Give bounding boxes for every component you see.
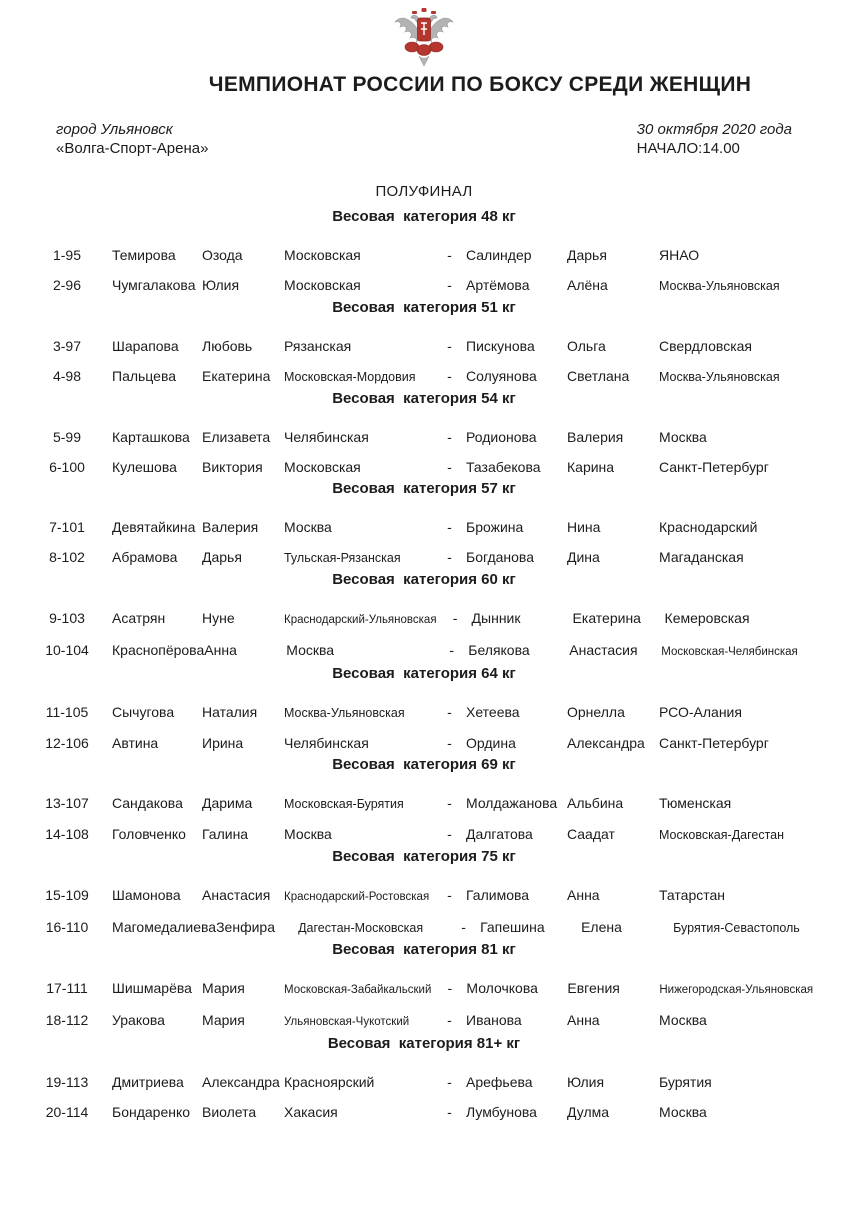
boxer-left-surname: Кулешова (112, 459, 177, 475)
versus-dash: - (447, 459, 452, 475)
bout-list (0, 207, 848, 1120)
event-start-time: НАЧАЛО:14.00 (636, 140, 740, 157)
boxer-right-surname: Родионова (466, 429, 537, 445)
boxer-right-firstname: Алёна (567, 277, 608, 293)
bout-row (0, 460, 848, 475)
boxer-right-surname: Галимова (466, 887, 530, 903)
boxer-right-firstname: Альбина (567, 795, 624, 811)
weight-category-title: Весовая категория 57 кг (332, 480, 516, 497)
boxer-left-region: Москва (284, 826, 332, 842)
boxer-left-firstname: Наталия (202, 704, 258, 720)
weight-category-section (0, 940, 848, 1030)
boxer-right-firstname: Елена (581, 919, 622, 935)
versus-dash: - (447, 887, 452, 903)
bout-number: 17-111 (46, 980, 88, 996)
boxer-right-firstname: Екатерина (572, 610, 641, 626)
schedule-block (637, 120, 792, 158)
boxer-left-region: Московская-Бурятия (284, 797, 404, 811)
bout-row (0, 643, 848, 660)
bout-number: 15-109 (45, 887, 89, 903)
boxer-left-firstname: Зенфира (216, 919, 275, 935)
weight-category-section (0, 389, 848, 475)
bout-row (0, 1013, 848, 1030)
weight-category-section (0, 298, 848, 385)
boxer-left-region: Москва (284, 519, 332, 535)
versus-dash: - (452, 610, 458, 626)
boxer-left-surname: Шишмарёва (112, 980, 192, 996)
boxer-left-surname: Сандакова (112, 795, 183, 811)
boxer-left-region: Челябинская (284, 735, 369, 751)
boxer-right-region: РСО-Алания (659, 704, 742, 720)
versus-dash: - (447, 519, 452, 535)
versus-dash: - (447, 368, 452, 384)
boxer-left-region: Москва-Ульяновская (284, 706, 405, 720)
boxer-right-surname: Тазабекова (466, 459, 541, 475)
boxer-left-firstname: Мария (202, 1012, 245, 1028)
boxer-right-firstname: Орнелла (567, 704, 625, 720)
boxer-right-firstname: Анна (567, 887, 600, 903)
boxer-left-firstname: Виктория (202, 459, 263, 475)
boxer-left-firstname: Дарья (202, 549, 242, 565)
boxer-left-surname: Карташкова (112, 429, 190, 445)
boxer-right-surname: Молочкова (466, 980, 538, 996)
boxer-left-surname: Сычугова (112, 704, 175, 720)
boxer-left-firstname: Анна (204, 642, 237, 658)
boxer-right-surname: Хетеева (466, 704, 520, 720)
boxer-right-firstname: Дарья (567, 247, 607, 263)
weight-category-title: Весовая категория 51 кг (332, 299, 516, 316)
versus-dash: - (447, 704, 452, 720)
bout-number: 10-104 (45, 642, 89, 658)
boxer-right-surname: Салиндер (466, 247, 532, 263)
boxer-left-region: Московская (284, 459, 361, 475)
boxer-right-surname: Ордина (466, 735, 516, 751)
venue-arena: «Волга-Спорт-Арена» (56, 140, 209, 157)
versus-dash: - (447, 826, 452, 842)
bout-number: 6-100 (49, 459, 85, 475)
bout-number: 12-106 (45, 735, 89, 751)
boxer-left-firstname: Анастасия (202, 887, 271, 903)
versus-dash: - (461, 919, 466, 935)
weight-category-title: Весовая категория 54 кг (332, 390, 516, 407)
boxer-left-firstname: Юлия (202, 277, 240, 293)
weight-category-title: Весовая категория 81+ кг (327, 1035, 521, 1052)
boxer-right-firstname: Светлана (567, 368, 630, 384)
bout-row (0, 339, 848, 354)
boxer-right-firstname: Карина (567, 459, 615, 475)
bout-number: 3-97 (52, 338, 82, 354)
boxer-left-surname: Автина (112, 735, 159, 751)
weight-category-section (0, 847, 848, 936)
weight-category-title: Весовая категория 48 кг (332, 208, 516, 225)
boxer-left-surname: Шамонова (112, 887, 181, 903)
boxer-left-region: Тульская-Рязанская (284, 551, 401, 565)
boxer-left-region: Дагестан-Московская (298, 921, 424, 935)
boxer-right-region: Санкт-Петербург (659, 459, 769, 475)
weight-category-title: Весовая категория 81 кг (332, 941, 516, 958)
bout-row (0, 1105, 848, 1120)
bout-row (0, 611, 848, 628)
weight-category-section (0, 664, 848, 751)
weight-category-section (0, 1034, 848, 1120)
boxer-left-surname: Магомедалиева (112, 919, 217, 935)
bout-number: 1-95 (52, 247, 82, 263)
weight-category-title: Весовая категория 60 кг (332, 571, 516, 588)
boxer-right-region: Москва (659, 429, 707, 445)
boxer-right-region: Бурятия (659, 1074, 712, 1090)
boxing-federation-emblem-icon (391, 6, 457, 70)
versus-dash: - (447, 277, 452, 293)
boxer-left-region: Челябинская (284, 429, 369, 445)
boxer-left-surname: Пальцева (112, 368, 177, 384)
boxer-right-surname: Молдажанова (466, 795, 558, 811)
boxer-left-region: Красноярский (284, 1074, 375, 1090)
bout-row (0, 1075, 848, 1090)
bout-row (0, 278, 848, 294)
bout-row (0, 920, 848, 936)
boxer-left-region: Рязанская (284, 338, 352, 354)
boxer-left-firstname: Озода (202, 247, 243, 263)
boxer-right-firstname: Юлия (567, 1074, 605, 1090)
boxer-right-region: Тюменская (659, 795, 732, 811)
boxer-right-region: Краснодарский (659, 519, 758, 535)
weight-category-section (0, 479, 848, 566)
boxer-right-surname: Артёмова (466, 277, 530, 293)
versus-dash: - (447, 980, 453, 996)
versus-dash: - (447, 1012, 452, 1028)
boxer-right-firstname: Александра (567, 735, 645, 751)
boxer-right-surname: Арефьева (466, 1074, 533, 1090)
bout-number: 8-102 (49, 549, 85, 565)
boxer-right-firstname: Саадат (567, 826, 615, 842)
boxer-left-region: Московская (284, 247, 361, 263)
bout-number: 13-107 (45, 795, 89, 811)
boxer-right-firstname: Дулма (567, 1104, 610, 1120)
venue-block (56, 120, 208, 158)
bout-number: 16-110 (45, 919, 89, 935)
boxer-right-region: Санкт-Петербург (659, 735, 769, 751)
boxer-left-firstname: Екатерина (202, 368, 271, 384)
boxer-left-surname: Дмитриева (112, 1074, 184, 1090)
boxer-right-region: Кемеровская (664, 610, 750, 626)
boxer-left-region: Московская-Забайкальский (284, 984, 432, 996)
boxer-right-firstname: Дина (567, 549, 600, 565)
boxer-right-firstname: Нина (567, 519, 601, 535)
versus-dash: - (447, 549, 452, 565)
boxer-left-surname: Девятайкина (112, 519, 196, 535)
boxer-left-region: Краснодарский-Ульяновская (284, 614, 437, 626)
boxer-right-firstname: Анна (567, 1012, 600, 1028)
boxer-left-firstname: Мария (202, 980, 245, 996)
boxer-left-surname: Бондаренко (112, 1104, 191, 1120)
boxer-right-region: Московская-Дагестан (659, 828, 785, 842)
event-meta (0, 98, 848, 158)
venue-city: город Ульяновск (56, 121, 173, 138)
boxer-left-region: Хакасия (284, 1104, 338, 1120)
boxer-left-surname: Чумгалакова (112, 277, 196, 293)
bout-number: 7-101 (49, 519, 85, 535)
versus-dash: - (447, 429, 452, 445)
boxer-left-firstname: Любовь (202, 338, 253, 354)
boxer-right-region: Бурятия-Севастополь (673, 921, 800, 935)
boxer-right-surname: Солуянова (466, 368, 537, 384)
bout-number: 5-99 (52, 429, 82, 445)
bout-row (0, 888, 848, 905)
boxer-right-firstname: Анастасия (569, 642, 638, 658)
boxer-left-firstname: Дарима (202, 795, 253, 811)
weight-category-title: Весовая категория 69 кг (332, 756, 516, 773)
boxer-left-surname: Головченко (112, 826, 186, 842)
versus-dash: - (447, 247, 452, 263)
boxer-left-region: Ульяновская-Чукотский (284, 1016, 410, 1028)
boxer-right-firstname: Ольга (567, 338, 606, 354)
boxer-right-surname: Белякова (468, 642, 530, 658)
boxer-left-firstname: Галина (202, 826, 249, 842)
boxer-right-region: Москва-Ульяновская (659, 370, 780, 384)
bout-row (0, 736, 848, 751)
versus-dash: - (447, 1074, 452, 1090)
boxer-right-region: Магаданская (659, 549, 744, 565)
bout-number: 18-112 (45, 1012, 89, 1028)
boxer-right-region: ЯНАО (659, 247, 700, 263)
bout-number: 20-114 (45, 1104, 89, 1120)
bout-row (0, 981, 848, 998)
versus-dash: - (449, 642, 455, 658)
versus-dash: - (447, 795, 452, 811)
boxer-left-surname: Уракова (112, 1012, 165, 1028)
page-title: ЧЕМПИОНАТ РОССИИ ПО БОКСУ СРЕДИ ЖЕНЩИН (208, 73, 752, 96)
bout-row (0, 827, 848, 843)
boxer-left-firstname: Ирина (202, 735, 244, 751)
weight-category-title: Весовая категория 75 кг (332, 848, 516, 865)
bout-row (0, 705, 848, 721)
boxer-right-surname: Далгатова (466, 826, 533, 842)
boxer-left-firstname: Нуне (202, 610, 235, 626)
boxer-left-surname: Асатрян (112, 610, 166, 626)
boxer-right-surname: Брожина (466, 519, 524, 535)
boxer-right-surname: Иванова (466, 1012, 522, 1028)
weight-category-section (0, 755, 848, 843)
boxer-right-surname: Гапешина (480, 919, 545, 935)
weight-category-section (0, 207, 848, 294)
boxer-left-firstname: Елизавета (202, 429, 271, 445)
boxer-left-firstname: Виолета (202, 1104, 257, 1120)
bout-row (0, 520, 848, 535)
boxer-left-surname: Абрамова (112, 549, 178, 565)
bout-number: 11-105 (45, 704, 89, 720)
bout-row (0, 796, 848, 812)
boxer-left-surname: Краснопёрова (112, 642, 205, 658)
boxer-right-surname: Богданова (466, 549, 534, 565)
bout-row (0, 550, 848, 566)
boxer-left-surname: Темирова (112, 247, 176, 263)
boxer-right-region: Татарстан (659, 887, 726, 903)
document-page (0, 6, 848, 1206)
boxer-right-firstname: Евгения (567, 980, 620, 996)
weight-category-title: Весовая категория 64 кг (332, 665, 516, 682)
boxer-right-region: Москва-Ульяновская (659, 279, 780, 293)
stage-title: ПОЛУФИНАЛ (375, 183, 473, 200)
boxer-left-firstname: Валерия (202, 519, 259, 535)
bout-number: 9-103 (49, 610, 85, 626)
boxer-right-region: Москва (659, 1012, 707, 1028)
boxer-right-region: Свердловская (659, 338, 753, 354)
boxer-right-region: Москва (659, 1104, 707, 1120)
bout-number: 19-113 (45, 1074, 89, 1090)
bout-row (0, 369, 848, 385)
boxer-left-region: Москва (286, 642, 335, 658)
versus-dash: - (447, 735, 452, 751)
weight-category-section (0, 570, 848, 660)
bout-row (0, 430, 848, 445)
boxer-left-firstname: Александра (202, 1074, 280, 1090)
bout-number: 2-96 (52, 277, 82, 293)
boxer-left-region: Московская (284, 277, 361, 293)
bout-row (0, 248, 848, 263)
boxer-left-region: Краснодарский-Ростовская (284, 891, 430, 903)
boxer-left-region: Московская-Мордовия (284, 370, 416, 384)
bout-number: 4-98 (52, 368, 82, 384)
bout-number: 14-108 (45, 826, 89, 842)
versus-dash: - (447, 1104, 452, 1120)
event-date: 30 октября 2020 года (636, 121, 792, 138)
boxer-right-region: Московская-Челябинская (661, 646, 798, 658)
versus-dash: - (447, 338, 452, 354)
boxer-right-firstname: Валерия (567, 429, 624, 445)
boxer-right-surname: Дынник (471, 610, 521, 626)
boxer-right-surname: Лумбунова (466, 1104, 537, 1120)
boxer-right-surname: Пискунова (466, 338, 535, 354)
boxer-right-region: Нижегородская-Ульяновская (659, 984, 814, 996)
boxer-left-surname: Шарапова (112, 338, 179, 354)
